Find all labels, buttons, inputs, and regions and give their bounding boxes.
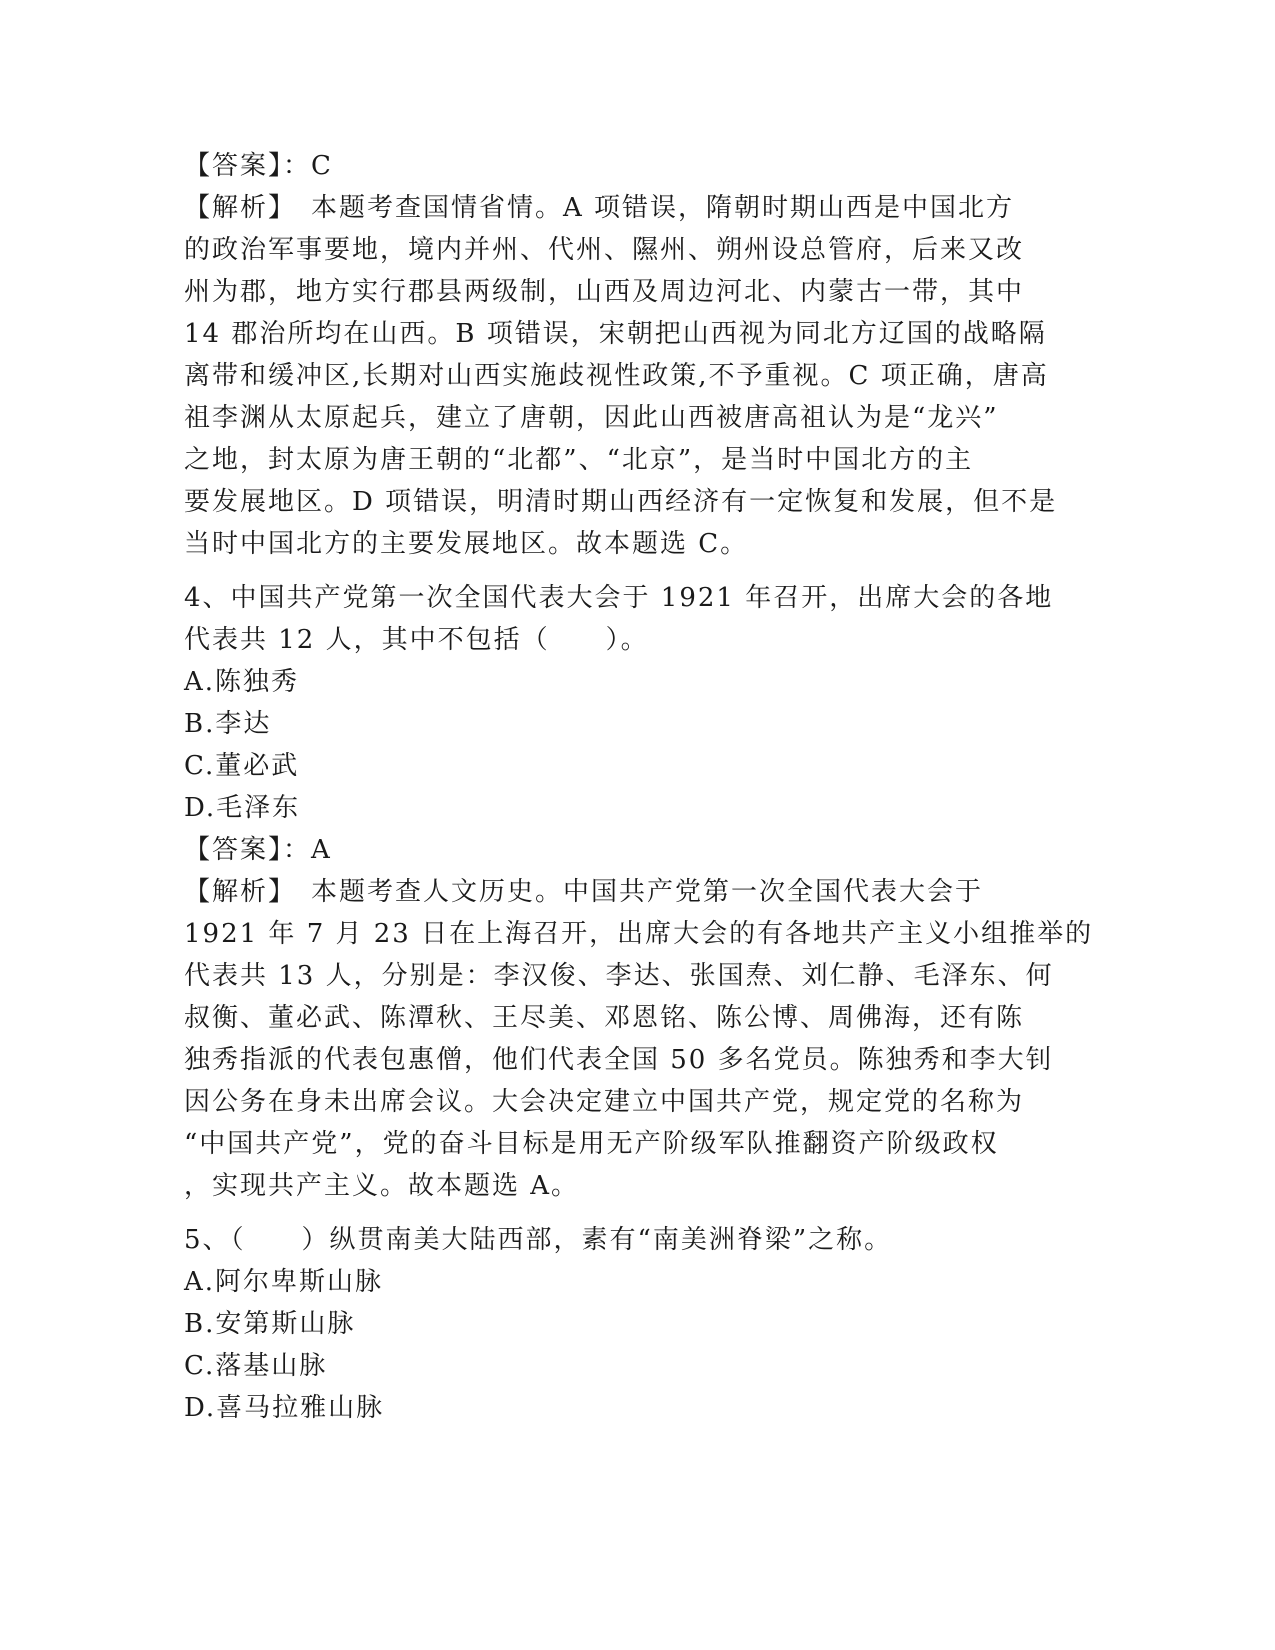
answer-line: 【答案】：A [184, 835, 332, 865]
document-page [184, 145, 1094, 1429]
analysis-line: 之地，封太原为唐王朝的“北都”、“北京”，是当时中国北方的主 [184, 445, 974, 475]
analysis-line: 要发展地区。D 项错误，明清时期山西经济有一定恢复和发展，但不是 [184, 487, 1058, 517]
analysis-line: 因公务在身未出席会议。大会决定建立中国共产党，规定党的名称为 [184, 1087, 1025, 1117]
analysis-line: 叔衡、董必武、陈潭秋、王尽美、邓恩铭、陈公博、周佛海，还有陈 [184, 1003, 1025, 1033]
question-stem: 4、中国共产党第一次全国代表大会于 1921 年召开，出席大会的各地 [184, 583, 1054, 613]
option-d: D.毛泽东 [184, 793, 301, 823]
answer-line: 【答案】：C [184, 151, 333, 181]
analysis-line: 【解析】 本题考查人文历史。中国共产党第一次全国代表大会于 [184, 877, 984, 907]
question-5 [184, 1219, 1084, 1429]
option-a: A.阿尔卑斯山脉 [184, 1267, 384, 1297]
option-c: C.董必武 [184, 751, 300, 781]
analysis-line: ，实现共产主义。故本题选 A。 [184, 1171, 580, 1201]
analysis-line: 的政治军事要地，境内并州、代州、隰州、朔州设总管府，后来又改 [184, 235, 1025, 265]
analysis-line: 独秀指派的代表包惠僧，他们代表全国 50 多名党员。陈独秀和李大钊 [184, 1045, 1054, 1075]
analysis-line: 14 郡治所均在山西。B 项错误，宋朝把山西视为同北方辽国的战略隔 [184, 319, 1047, 349]
option-c: C.落基山脉 [184, 1351, 328, 1381]
question-stem: 5、（ ）纵贯南美大陆西部，素有“南美洲脊梁”之称。 [184, 1225, 893, 1255]
analysis-line: 1921 年 7 月 23 日在上海召开，出席大会的有各地共产主义小组推举的 [184, 919, 1094, 949]
analysis-line: 州为郡，地方实行郡县两级制，山西及周边河北、内蒙古一带，其中 [184, 277, 1025, 307]
analysis-line: 当时中国北方的主要发展地区。故本题选 C。 [184, 529, 749, 559]
question-3-solution [184, 145, 1084, 565]
option-d: D.喜马拉雅山脉 [184, 1393, 385, 1423]
analysis-line: “中国共产党”，党的奋斗目标是用无产阶级军队推翻资产阶级政权 [184, 1129, 999, 1159]
option-b: B.安第斯山脉 [184, 1309, 356, 1339]
option-a: A.陈独秀 [184, 667, 300, 697]
analysis-line: 【解析】 本题考查国情省情。A 项错误，隋朝时期山西是中国北方 [184, 193, 1015, 223]
analysis-line: 代表共 13 人，分别是：李汉俊、李达、张国焘、刘仁静、毛泽东、何 [184, 961, 1054, 991]
option-b: B.李达 [184, 709, 272, 739]
question-4 [184, 577, 1094, 1207]
analysis-line: 离带和缓冲区,长期对山西实施歧视性政策,不予重视。C 项正确，唐高 [184, 361, 1049, 391]
analysis-line: 祖李渊从太原起兵，建立了唐朝，因此山西被唐高祖认为是“龙兴” [184, 403, 999, 433]
question-stem: 代表共 12 人，其中不包括（ ）。 [184, 625, 649, 655]
